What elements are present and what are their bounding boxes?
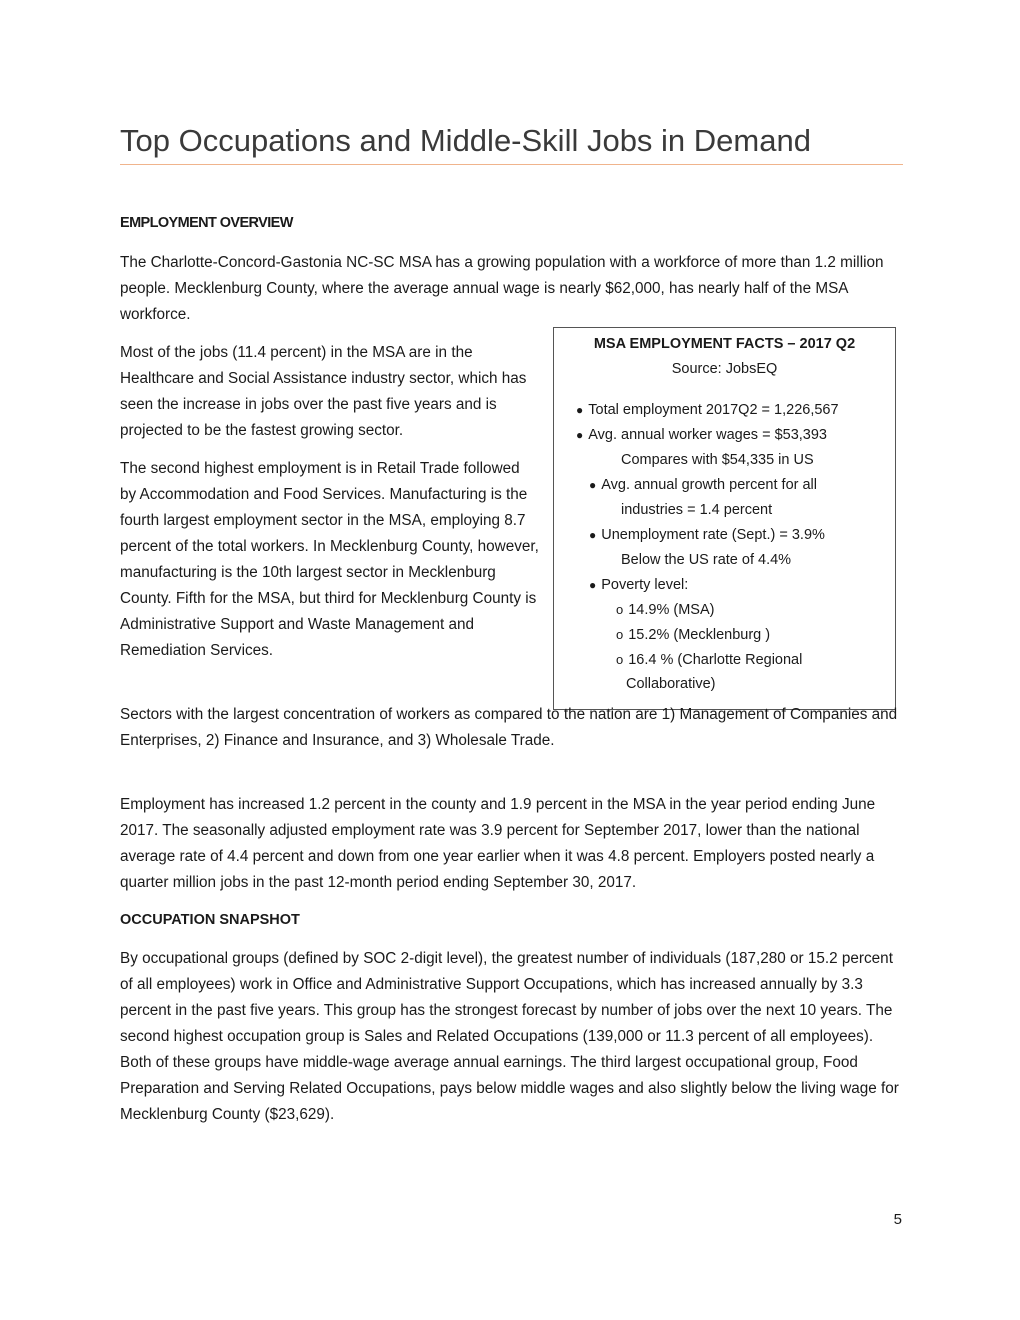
retail-paragraph: The second highest employment is in Retail Trade followed by Accommodation and Food Services. Manufacturing is the fourth largest employment sector in the MSA, employing 8.7 percent of the total workers. In Mecklenburg County, however, manufacturing is the 10th largest sector in Mecklenburg County. Fifth for the MSA, but third for Mecklenburg County is Administrative Support and Waste Management and Remediation Services.	[120, 460, 539, 659]
circle-bullet-icon: o	[616, 602, 624, 617]
bullet-icon: ●	[589, 578, 597, 592]
employment-facts-box	[553, 327, 896, 710]
fact-unemployment-compare: Below the US rate of 4.4%	[621, 552, 792, 568]
healthcare-paragraph: Most of the jobs (11.4 percent) in the MSA are in the Healthcare and Social Assistance industry sector, which has seen the increase in jobs over the past five years and is projected to be the fastest growing sector.	[120, 344, 527, 439]
workforce-paragraph: The Charlotte-Concord-Gastonia NC-SC MSA has a growing population with a workforce of more than 1.2 million people. Mecklenburg County, where the average annual wage is nearly $62,000, has nearly half of the MSA workforce.	[120, 254, 884, 323]
circle-bullet-icon: o	[616, 627, 624, 642]
bullet-icon: ●	[576, 403, 584, 417]
employment-overview-heading: EMPLOYMENT OVERVIEW	[120, 215, 293, 231]
employment-change-paragraph: Employment has increased 1.2 percent in the county and 1.9 percent in the MSA in the year period ending June 2017. The seasonally adjusted employment rate was 3.9 percent for September 2017, lower than the national average rate of 4.4 percent and down from one year earlier when it was 4.8 percent. Employers posted nearly a quarter million jobs in the past 12-month period ending September 30, 2017.	[120, 796, 876, 891]
title-divider	[120, 164, 903, 165]
fact-wages: ● Avg. annual worker wages = $53,393	[576, 427, 827, 443]
fact-growth: ● Avg. annual growth percent for all	[589, 477, 818, 493]
fact-wages-compare: Compares with $54,335 in US	[621, 452, 814, 468]
fact-total-employment: ● Total employment 2017Q2 = 1,226,567	[576, 402, 839, 418]
page-number: 5	[893, 1211, 902, 1228]
fact-poverty: ● Poverty level:	[589, 577, 689, 593]
fact-poverty-msa: o 14.9% (MSA)	[616, 602, 715, 618]
fact-unemployment: ● Unemployment rate (Sept.) = 3.9%	[589, 527, 825, 543]
bullet-icon: ●	[589, 478, 597, 492]
occupation-snapshot-heading: OCCUPATION SNAPSHOT	[120, 912, 300, 928]
circle-bullet-icon: o	[616, 652, 624, 667]
facts-box-title: MSA EMPLOYMENT FACTS – 2017 Q2	[593, 336, 856, 352]
fact-poverty-charlotte-cont: Collaborative)	[626, 676, 716, 692]
fact-poverty-charlotte: o 16.4 % (Charlotte Regional	[616, 652, 803, 668]
fact-poverty-mecklenburg: o 15.2% (Mecklenburg )	[616, 627, 771, 643]
occupation-paragraph: By occupational groups (defined by SOC 2-digit level), the greatest number of individuals (187,280 or 15.2 percent of all employees) work in Office and Administrative Support Occupations, which has increased annually by 3.3 percent in the past five years. This group has the strongest forecast by number of jobs over the next 10 years. The second highest occupation group is Sales and Related Occupations (139,000 or 11.3 percent of all employees). Both of these groups have middle-wage average annual earnings. The third largest occupational group, Food Preparation and Serving Related Occupations, pays below middle wages and also slightly below the living wage for Mecklenburg County ($23,629).	[120, 950, 899, 1123]
fact-growth-cont: industries = 1.4 percent	[621, 502, 773, 518]
page-title: Top Occupations and Middle-Skill Jobs in Demand	[120, 123, 811, 158]
facts-box-source: Source: JobsEQ	[671, 361, 778, 377]
bullet-icon: ●	[589, 528, 597, 542]
bullet-icon: ●	[576, 428, 584, 442]
concentration-paragraph: Sectors with the largest concentration of workers as compared to the nation are 1) Management of Companies and Enterprises, 2) Finance and Insurance, and 3) Wholesale Trade.	[120, 706, 898, 749]
